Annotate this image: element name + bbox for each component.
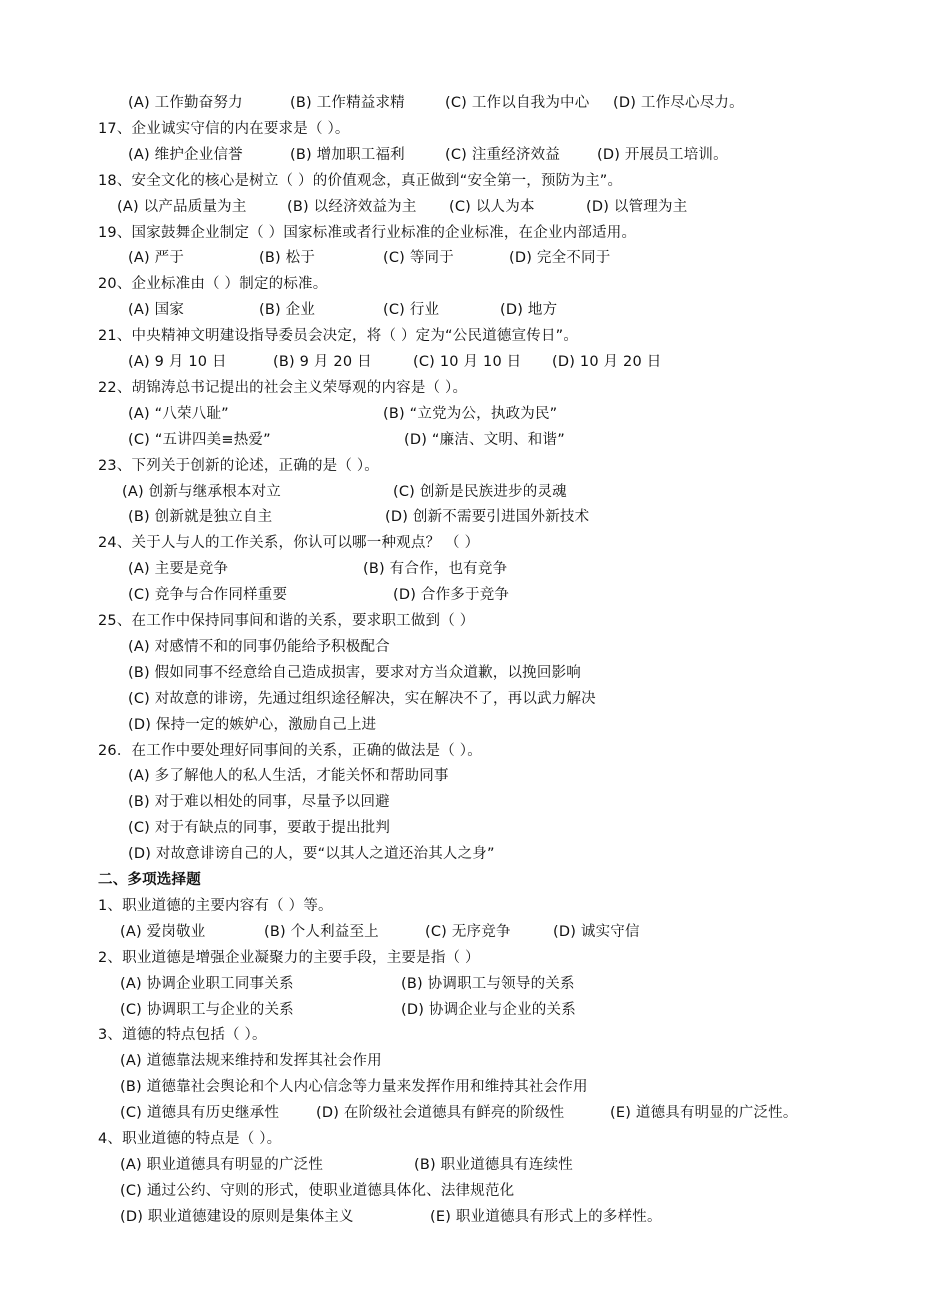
- option-text: (D) 职业道德建设的原则是集体主义: [120, 1209, 354, 1225]
- option-text: (C) 行业: [383, 302, 440, 318]
- option-text: (E) 道德具有明显的广泛性。: [610, 1105, 798, 1121]
- question-line: [0, 919, 950, 945]
- section-heading: [0, 867, 950, 893]
- option-text: (A) 协调企业职工同事关系: [120, 976, 294, 992]
- option-text: (B) 以经济效益为主: [287, 199, 417, 215]
- option-text: (A) “八荣八耻”: [128, 406, 229, 422]
- question-line: [0, 841, 950, 867]
- question-line: [0, 349, 950, 375]
- line-text: 23、下列关于创新的论述，正确的是（ ）。: [98, 458, 380, 474]
- question-line: [0, 220, 950, 246]
- option-text: (B) 企业: [259, 302, 316, 318]
- question-line: [0, 375, 950, 401]
- option-text: (B) “立党为公，执政为民”: [383, 406, 558, 422]
- option-text: (D) 合作多于竞争: [393, 587, 510, 603]
- question-line: [0, 763, 950, 789]
- question-line: [0, 1048, 950, 1074]
- option-text: (B) 增加职工福利: [290, 147, 405, 163]
- line-text: (A) 道德靠法规来维持和发挥其社会作用: [120, 1053, 382, 1069]
- line-text: 25、在工作中保持同事间和谐的关系，要求职工做到（ ）: [98, 613, 475, 629]
- line-text: 21、中央精神文明建设指导委员会决定，将（ ）定为“公民道德宣传日”。: [98, 328, 579, 344]
- option-text: (C) 竞争与合作同样重要: [128, 587, 288, 603]
- option-text: (D) 协调企业与企业的关系: [401, 1002, 576, 1018]
- question-line: [0, 453, 950, 479]
- question-line: [0, 997, 950, 1023]
- line-text: 1、职业道德的主要内容有（ ）等。: [98, 898, 333, 914]
- option-text: (D) 创新不需要引进国外新技术: [385, 509, 590, 525]
- option-text: (C) “五讲四美≡热爱”: [128, 432, 271, 448]
- question-line: [0, 738, 950, 764]
- option-text: (E) 职业道德具有形式上的多样性。: [430, 1209, 662, 1225]
- question-line: [0, 712, 950, 738]
- option-text: (B) 工作精益求精: [290, 95, 405, 111]
- line-text: 19、国家鼓舞企业制定（ ）国家标准或者行业标准的企业标准，在企业内部适用。: [98, 225, 637, 241]
- option-text: (A) 严于: [128, 250, 185, 266]
- option-text: (C) 协调职工与企业的关系: [120, 1002, 294, 1018]
- option-text: (D) 地方: [500, 302, 558, 318]
- question-line: [0, 297, 950, 323]
- question-line: [0, 116, 950, 142]
- line-text: (C) 对于有缺点的同事，要敢于提出批判: [128, 820, 391, 836]
- question-line: [0, 634, 950, 660]
- option-text: (B) 协调职工与领导的关系: [401, 976, 575, 992]
- line-text: (B) 假如同事不经意给自己造成损害，要求对方当众道歉，以挽回影响: [128, 665, 581, 681]
- question-line: [0, 479, 950, 505]
- question-line: [0, 815, 950, 841]
- option-text: (D) 完全不同于: [509, 250, 611, 266]
- option-text: (A) 创新与继承根本对立: [122, 484, 281, 500]
- option-text: (D) 开展员工培训。: [597, 147, 728, 163]
- question-line: [0, 608, 950, 634]
- question-line: [0, 893, 950, 919]
- option-text: (B) 松于: [259, 250, 316, 266]
- question-line: [0, 1204, 950, 1230]
- option-text: (A) 职业道德具有明显的广泛性: [120, 1157, 324, 1173]
- question-line: [0, 660, 950, 686]
- question-line: [0, 789, 950, 815]
- question-line: [0, 1022, 950, 1048]
- line-text: (D) 对故意诽谤自己的人，要“以其人之道还治其人之身”: [128, 846, 495, 862]
- line-text: 2、职业道德是增强企业凝聚力的主要手段，主要是指（ ）: [98, 950, 480, 966]
- option-text: (B) 有合作，也有竞争: [363, 561, 508, 577]
- question-line: [0, 168, 950, 194]
- option-text: (D) 在阶级社会道德具有鲜亮的阶级性: [316, 1105, 565, 1121]
- question-line: [0, 245, 950, 271]
- line-text: 3、道德的特点包括（ ）。: [98, 1027, 267, 1043]
- line-text: (D) 保持一定的嫉妒心，激励自己上进: [128, 717, 377, 733]
- question-line: [0, 1126, 950, 1152]
- question-line: [0, 504, 950, 530]
- question-line: [0, 142, 950, 168]
- option-text: (C) 以人为本: [449, 199, 535, 215]
- question-line: [0, 194, 950, 220]
- option-text: (C) 工作以自我为中心: [445, 95, 590, 111]
- question-line: [0, 530, 950, 556]
- option-text: (D) 诚实守信: [553, 924, 640, 940]
- option-text: (C) 无序竞争: [425, 924, 511, 940]
- question-line: [0, 427, 950, 453]
- question-line: [0, 401, 950, 427]
- question-line: [0, 1074, 950, 1100]
- option-text: (B) 职业道德具有连续性: [414, 1157, 573, 1173]
- option-text: (C) 注重经济效益: [445, 147, 561, 163]
- line-text: 二、多项选择题: [98, 872, 201, 888]
- option-text: (B) 创新就是独立自主: [128, 509, 273, 525]
- line-text: 24、关于人与人的工作关系，你认可以哪一种观点？ （ ）: [98, 535, 480, 551]
- option-text: (D) 以管理为主: [586, 199, 688, 215]
- option-text: (D) 工作尽心尽力。: [613, 95, 744, 111]
- question-line: [0, 686, 950, 712]
- question-line: [0, 582, 950, 608]
- option-text: (A) 爱岗敬业: [120, 924, 206, 940]
- question-line: [0, 271, 950, 297]
- option-text: (C) 等同于: [383, 250, 454, 266]
- line-text: 22、胡锦涛总书记提出的社会主义荣辱观的内容是（ ）。: [98, 380, 468, 396]
- question-line: [0, 971, 950, 997]
- line-text: 26．在工作中要处理好同事间的关系，正确的做法是（ ）。: [98, 743, 482, 759]
- option-text: (A) 主要是竞争: [128, 561, 229, 577]
- line-text: (A) 对感情不和的同事仍能给予积极配合: [128, 639, 390, 655]
- option-text: (D) 10 月 20 日: [552, 354, 662, 370]
- option-text: (B) 个人利益至上: [264, 924, 379, 940]
- line-text: 20、企业标准由（ ）制定的标准。: [98, 276, 328, 292]
- question-line: [0, 323, 950, 349]
- line-text: (C) 通过公约、守则的形式，使职业道德具体化、法律规范化: [120, 1183, 515, 1199]
- question-line: [0, 90, 950, 116]
- question-line: [0, 556, 950, 582]
- line-text: (B) 道德靠社会舆论和个人内心信念等力量来发挥作用和维持其社会作用: [120, 1079, 588, 1095]
- option-text: (C) 创新是民族进步的灵魂: [393, 484, 567, 500]
- option-text: (A) 9 月 10 日: [128, 354, 227, 370]
- option-text: (A) 以产品质量为主: [117, 199, 247, 215]
- line-text: 17、企业诚实守信的内在要求是（ ）。: [98, 121, 350, 137]
- line-text: 18、安全文化的核心是树立（ ）的价值观念，真正做到“安全第一，预防为主”。: [98, 173, 623, 189]
- option-text: (D) “廉洁、文明、和谐”: [404, 432, 565, 448]
- line-text: (C) 对故意的诽谤，先通过组织途径解决，实在解决不了，再以武力解决: [128, 691, 596, 707]
- option-text: (A) 国家: [128, 302, 185, 318]
- question-line: [0, 945, 950, 971]
- option-text: (A) 工作勤奋努力: [128, 95, 243, 111]
- question-line: [0, 1178, 950, 1204]
- question-line: [0, 1152, 950, 1178]
- line-text: (B) 对于难以相处的同事，尽量予以回避: [128, 794, 390, 810]
- line-text: 4、职业道德的特点是（ ）。: [98, 1131, 282, 1147]
- option-text: (B) 9 月 20 日: [273, 354, 372, 370]
- question-line: [0, 1100, 950, 1126]
- line-text: (A) 多了解他人的私人生活，才能关怀和帮助同事: [128, 768, 449, 784]
- option-text: (A) 维护企业信誉: [128, 147, 243, 163]
- option-text: (C) 10 月 10 日: [413, 354, 522, 370]
- option-text: (C) 道德具有历史继承性: [120, 1105, 280, 1121]
